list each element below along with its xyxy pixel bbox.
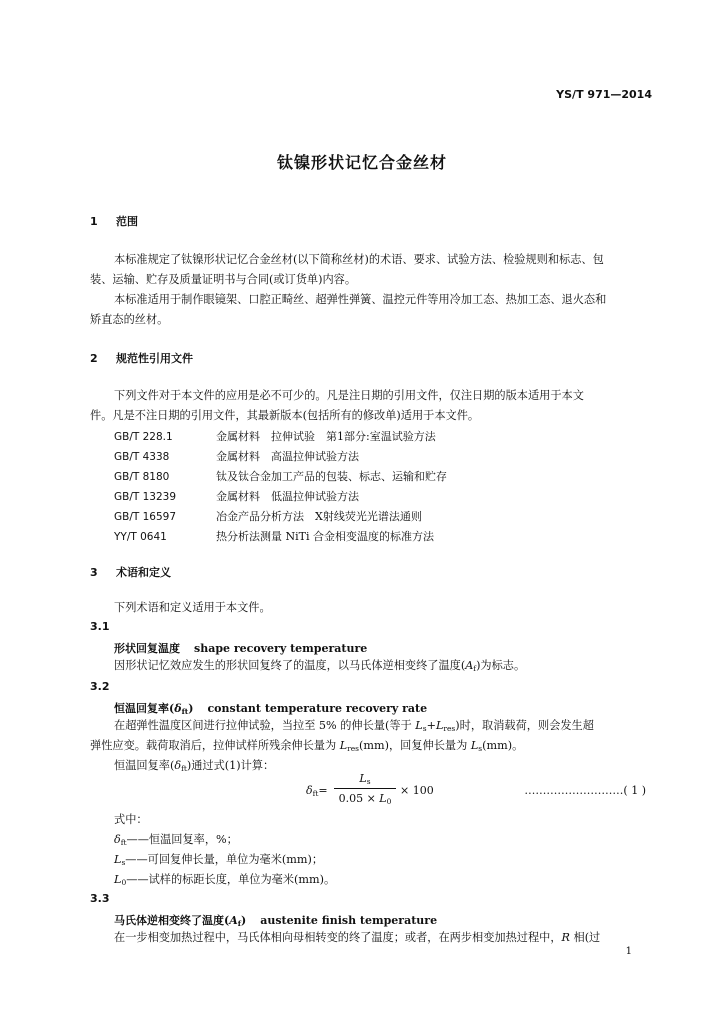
subscript: s	[366, 777, 371, 786]
section-title: 术语和定义	[116, 566, 171, 579]
symbol: δ	[174, 702, 182, 715]
operator: =	[318, 784, 328, 797]
term-heading	[114, 640, 367, 656]
standard-number: YS/T 971—2014	[556, 88, 652, 101]
section-title: 规范性引用文件	[116, 352, 193, 365]
subscript: ft	[120, 838, 127, 847]
definition-line	[114, 756, 274, 779]
section-1-heading	[90, 213, 138, 229]
subscript: ft	[181, 764, 187, 773]
text-run: 相(过	[569, 931, 601, 944]
clause-number: 3.1	[90, 620, 110, 633]
reference-code: GB/T 16597	[114, 511, 177, 523]
text-run: ——恒温回复率，%；	[126, 833, 238, 846]
term-chinese: )	[241, 914, 247, 927]
term-heading	[114, 912, 437, 928]
paragraph-line: 本标准规定了钛镍形状记忆合金丝材(以下简称丝材)的术语、要求、试验方法、检验规则和标志、包	[114, 253, 604, 266]
symbol: L	[435, 719, 444, 732]
section-number: 1	[90, 215, 98, 228]
operator: +	[426, 719, 436, 732]
symbol: L	[470, 739, 479, 752]
symbol: L	[114, 853, 122, 866]
symbol: L	[339, 739, 348, 752]
term-heading	[114, 700, 427, 716]
reference-code: GB/T 8180	[114, 471, 170, 483]
reference-item	[114, 508, 422, 524]
fraction-denominator	[334, 792, 396, 806]
subscript: res	[443, 724, 456, 733]
symbol: L	[415, 719, 423, 732]
section-2-heading	[90, 350, 193, 366]
text-run: (mm)，回复伸长量为	[359, 739, 471, 752]
symbol: A	[465, 659, 474, 672]
reference-item	[114, 528, 434, 544]
text-run: (mm)。	[482, 739, 524, 752]
symbol: L	[114, 873, 122, 886]
subscript: f	[473, 664, 477, 673]
section-number: 3	[90, 566, 98, 579]
text-run: )时，取消载荷，则会发生超	[455, 719, 594, 732]
symbol: L	[379, 792, 387, 805]
reference-title: 金属材料 拉伸试验 第1部分:室温试验方法	[216, 430, 436, 443]
subscript: 0	[121, 878, 127, 887]
subscript: res	[347, 744, 359, 753]
term-english: austenite finish temperature	[260, 914, 438, 927]
reference-item	[114, 448, 359, 464]
fraction-bar	[334, 788, 396, 789]
subscript: f	[237, 919, 241, 928]
subscript: s	[422, 724, 427, 733]
section-3-heading	[90, 564, 171, 580]
paragraph-line: 矫直态的丝材。	[90, 313, 169, 326]
reference-item	[114, 488, 359, 504]
symbol: δ	[174, 759, 182, 772]
reference-code: GB/T 228.1	[114, 431, 173, 443]
equation-number: ………………………( 1 )	[524, 784, 646, 797]
definition-line	[114, 928, 600, 948]
text-run: ——试样的标距长度，单位为毫米(mm)。	[126, 873, 336, 886]
reference-item	[114, 468, 447, 484]
text-run: 因形状记忆效应发生的形状回复终了的温度，以马氏体逆相变终了温度(	[114, 659, 466, 672]
text-run: 弹性应变。载荷取消后，拉伸试样所残余伸长量为	[90, 739, 340, 752]
paragraph-line: 本标准适用于制作眼镜架、口腔正畸丝、超弹性弹簧、温控元件等用冷加工态、热加工态、退火态和	[114, 293, 607, 306]
term-english: shape recovery temperature	[194, 642, 368, 655]
paragraph-line: 件。凡是不注日期的引用文件，其最新版本(包括所有的修改单)适用于本文件。	[90, 409, 480, 422]
paragraph-line: 下列文件对于本文件的应用是必不可少的。凡是注日期的引用文件，仅注日期的版本适用于本文	[114, 389, 584, 402]
text-run: 在一步相变加热过程中，马氏体相向母相转变的终了温度；或者，在两步相变加热过程中，	[114, 931, 562, 944]
subscript: s	[121, 858, 126, 867]
document-title: 钛镍形状记忆合金丝材	[276, 153, 447, 172]
section-title: 范围	[116, 215, 138, 228]
reference-title: 热分析法测量 NiTi 合金相变温度的标准方法	[216, 530, 434, 543]
clause-number: 3.2	[90, 680, 110, 693]
formula-rhs: × 100	[400, 784, 434, 797]
reference-title: 冶金产品分析方法 X射线荧光光谱法通则	[216, 510, 422, 523]
text-run: )为标志。	[476, 659, 526, 672]
symbol: R	[561, 931, 570, 944]
where-label: 式中：	[114, 813, 148, 826]
reference-title: 金属材料 高温拉伸试验方法	[216, 450, 359, 463]
reference-code: YY/T 0641	[114, 531, 167, 543]
symbol: δ	[306, 784, 313, 797]
page-number: 1	[625, 946, 632, 957]
reference-code: GB/T 4338	[114, 451, 170, 463]
text-run: 在超弹性温度区间进行拉伸试验，当拉至 5% 的伸长量(等于	[114, 719, 416, 732]
reference-title: 金属材料 低温拉伸试验方法	[216, 490, 359, 503]
term-chinese: 恒温回复率(	[114, 702, 175, 715]
definition-line	[114, 656, 525, 679]
term-chinese: )	[188, 702, 194, 715]
fraction-numerator	[334, 772, 396, 786]
reference-code: GB/T 13239	[114, 491, 177, 503]
subscript: ft	[312, 789, 319, 798]
paragraph-line: 下列术语和定义适用于本文件。	[114, 601, 271, 614]
subscript: ft	[181, 707, 189, 716]
text-run: )通过式(1)计算：	[186, 759, 275, 772]
text-run: 恒温回复率(	[114, 759, 175, 772]
subscript: 0	[386, 797, 392, 806]
text-run: 0.05 ×	[338, 792, 380, 805]
symbol: A	[229, 914, 238, 927]
section-number: 2	[90, 352, 98, 365]
reference-title: 钛及钛合金加工产品的包装、标志、运输和贮存	[216, 470, 447, 483]
reference-item	[114, 428, 436, 444]
symbol: δ	[114, 833, 121, 846]
paragraph-line: 装、运输、贮存及质量证明书与合同(或订货单)内容。	[90, 273, 357, 286]
text-run: ——可回复伸长量，单位为毫米(mm)；	[125, 853, 324, 866]
subscript: s	[478, 744, 483, 753]
clause-number: 3.3	[90, 892, 110, 905]
formula-lhs	[306, 784, 328, 798]
term-english: constant temperature recovery rate	[207, 702, 428, 715]
term-chinese: 马氏体逆相变终了温度(	[114, 914, 230, 927]
formula-fraction	[334, 772, 396, 806]
term-chinese: 形状回复温度	[114, 642, 180, 655]
symbol: L	[359, 772, 367, 785]
variable-definition	[114, 870, 335, 893]
